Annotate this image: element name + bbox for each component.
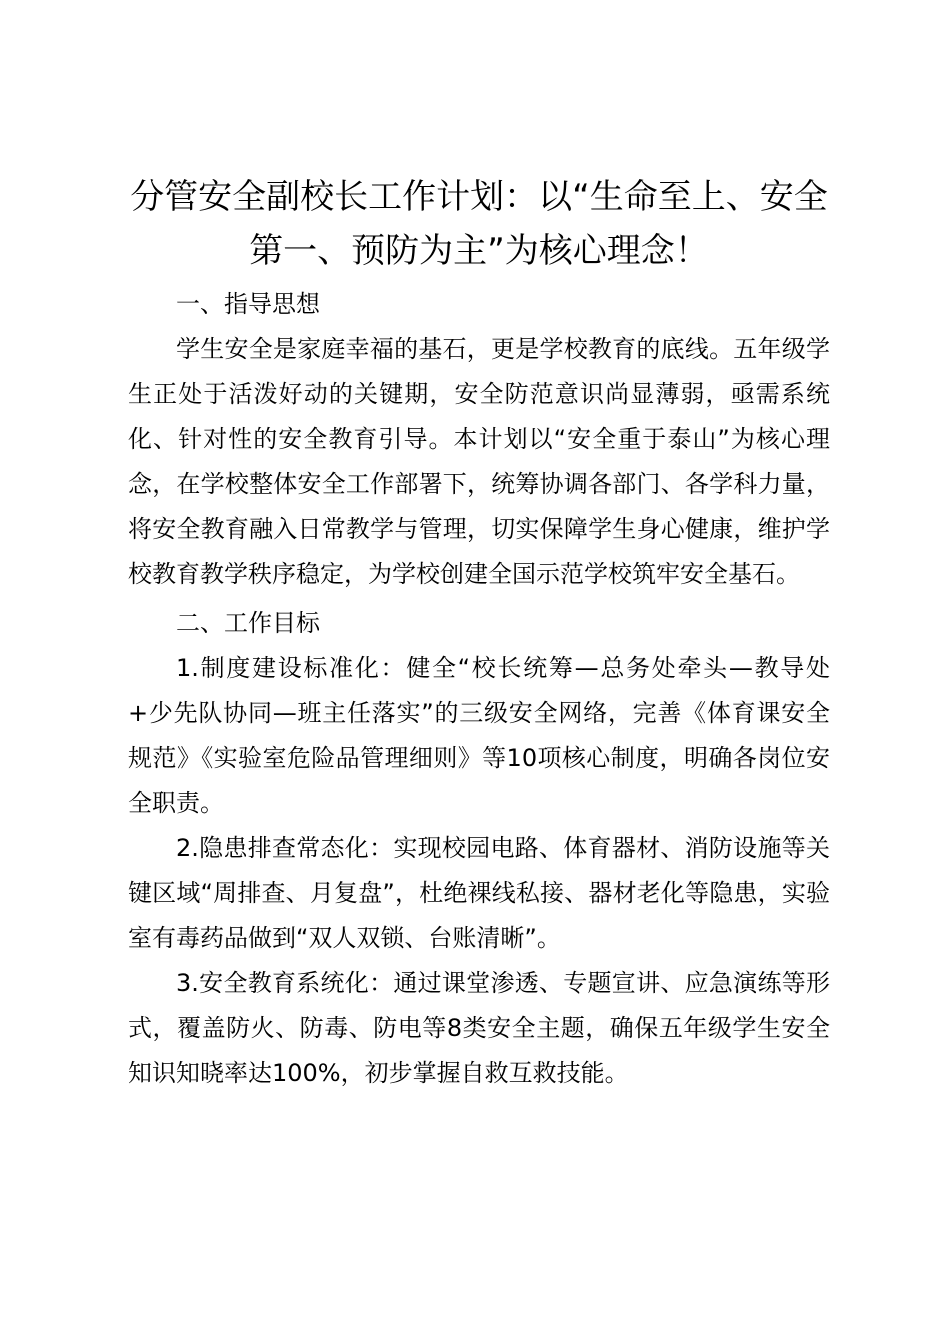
section-guiding-ideology [128, 282, 830, 597]
document-title: 分管安全副校长工作计划：以“生命至上、安全第一、预防为主”为核心理念！ [130, 177, 828, 271]
document-page [128, 170, 830, 1096]
paragraph-goal-1: 1.制度建设标准化：健全“校长统筹—总务处牵头—教导处+少先队协同—班主任落实”的三级安全网络，完善《体育课安全规范》《实验室危险品管理细则》等10项核心制度，明确各岗位安全职责。 [128, 654, 830, 817]
paragraph-goal-3: 3.安全教育系统化：通过课堂渗透、专题宣讲、应急演练等形式，覆盖防火、防毒、防电等8类安全主题，确保五年级学生安全知识知晓率达100%，初步掌握自救互救技能。 [128, 969, 830, 1087]
section-heading: 一、指导思想 [176, 290, 320, 318]
section-work-goals [128, 601, 830, 1096]
section-heading: 二、工作目标 [176, 609, 320, 637]
paragraph-goal-2: 2.隐患排查常态化：实现校园电路、体育器材、消防设施等关键区域“周排查、月复盘”，杜绝裸线私接、器材老化等隐患，实验室有毒药品做到“双人双锁、台账清晰”。 [128, 834, 830, 952]
paragraph: 学生安全是家庭幸福的基石，更是学校教育的底线。五年级学生正处于活泼好动的关键期，安全防范意识尚显薄弱，亟需系统化、针对性的安全教育引导。本计划以“安全重于泰山”为核心理念，在学校整体安全工作部署下，统筹协调各部门、各学科力量，将安全教育融入日常教学与管理，切实保障学生身心健康，维护学校教育教学秩序稳定，为学校创建全国示范学校筑牢安全基石。 [128, 335, 830, 588]
